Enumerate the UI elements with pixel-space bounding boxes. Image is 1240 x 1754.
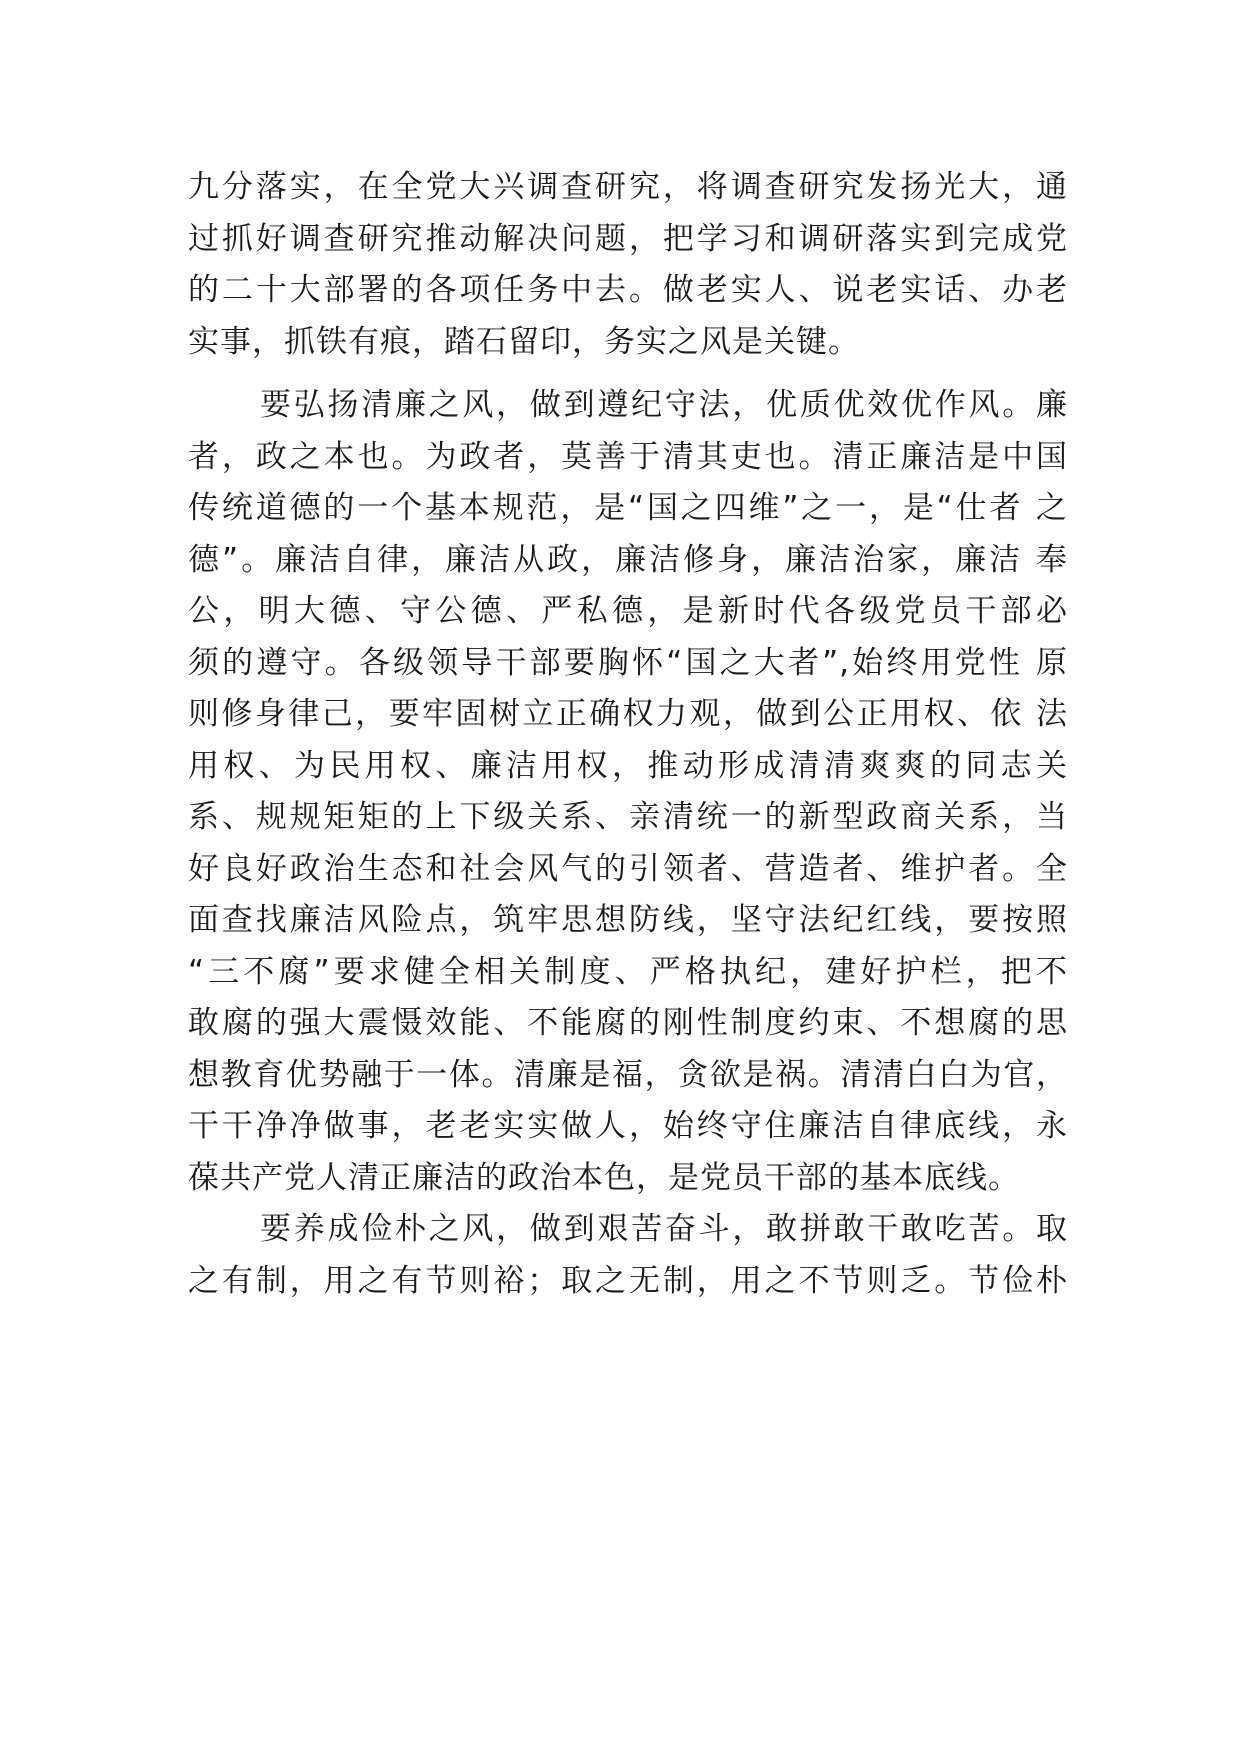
text-line: 敢腐的强大震慑效能、不能腐的刚性制度约束、不想腐的思 bbox=[188, 1005, 1068, 1041]
text-line: 者，政之本也。为政者，莫善于清其吏也。清正廉洁是中国 bbox=[188, 438, 1068, 475]
text-line: 须的遵守。各级领导干部要胸怀“国之大者”,始终用党性 原 bbox=[188, 644, 1068, 681]
text-line: 系、规规矩矩的上下级关系、亲清统一的新型政商关系，当 bbox=[188, 799, 1068, 835]
text-line: 干干净净做事，老老实实做人，始终守住廉洁自律底线，永 bbox=[188, 1108, 1068, 1144]
text-line: 公，明大德、守公德、严私德，是新时代各级党员干部必 bbox=[188, 593, 1068, 629]
body-text bbox=[188, 162, 1068, 1307]
text-line: 要弘扬清廉之风，做到遵纪守法，优质优效优作风。廉 bbox=[260, 387, 1068, 423]
text-line: 德”。廉洁自律，廉洁从政，廉洁修身，廉洁治家，廉洁 奉 bbox=[188, 541, 1068, 578]
text-line: 则修身律己，要牢固树立正确权力观，做到公正用权、依 法 bbox=[188, 696, 1068, 732]
text-line: “三不腐”要求健全相关制度、严格执纪，建好护栏，把不 bbox=[188, 953, 1068, 990]
text-line: 传统道德的一个基本规范，是“国之四维”之一，是“仕者 之 bbox=[188, 490, 1068, 526]
paragraph-1 bbox=[188, 162, 1068, 368]
text-line: 九分落实，在全党大兴调查研究，将调查研究发扬光大，通 bbox=[188, 169, 1068, 205]
text-line: 葆共产党人清正廉洁的政治本色，是党员干部的基本底线。 bbox=[188, 1159, 1020, 1196]
paragraph-2 bbox=[188, 380, 1068, 1204]
text-line: 之有制，用之有节则裕；取之无制，用之不节则乏。节俭朴 bbox=[188, 1262, 1068, 1299]
text-line: 想教育优势融于一体。清廉是福，贪欲是祸。清清白白为官， bbox=[188, 1056, 1068, 1093]
paragraph-3 bbox=[188, 1204, 1068, 1307]
text-line: 过抓好调查研究推动解决问题，把学习和调研落实到完成党 bbox=[188, 220, 1068, 257]
paragraph-gap bbox=[188, 368, 1068, 380]
text-line: 用权、为民用权、廉洁用权，推动形成清清爽爽的同志关 bbox=[188, 747, 1068, 784]
text-line: 好良好政治生态和社会风气的引领者、营造者、维护者。全 bbox=[188, 850, 1068, 887]
text-line: 要养成俭朴之风，做到艰苦奋斗，敢拼敢干敢吃苦。取 bbox=[260, 1211, 1068, 1247]
text-line: 面查找廉洁风险点，筑牢思想防线，坚守法纪红线，要按照 bbox=[188, 902, 1068, 938]
text-line: 实事，抓铁有痕，踏石留印，务实之风是关键。 bbox=[188, 323, 860, 360]
text-line: 的二十大部署的各项任务中去。做老实人、说老实话、办老 bbox=[188, 272, 1068, 308]
